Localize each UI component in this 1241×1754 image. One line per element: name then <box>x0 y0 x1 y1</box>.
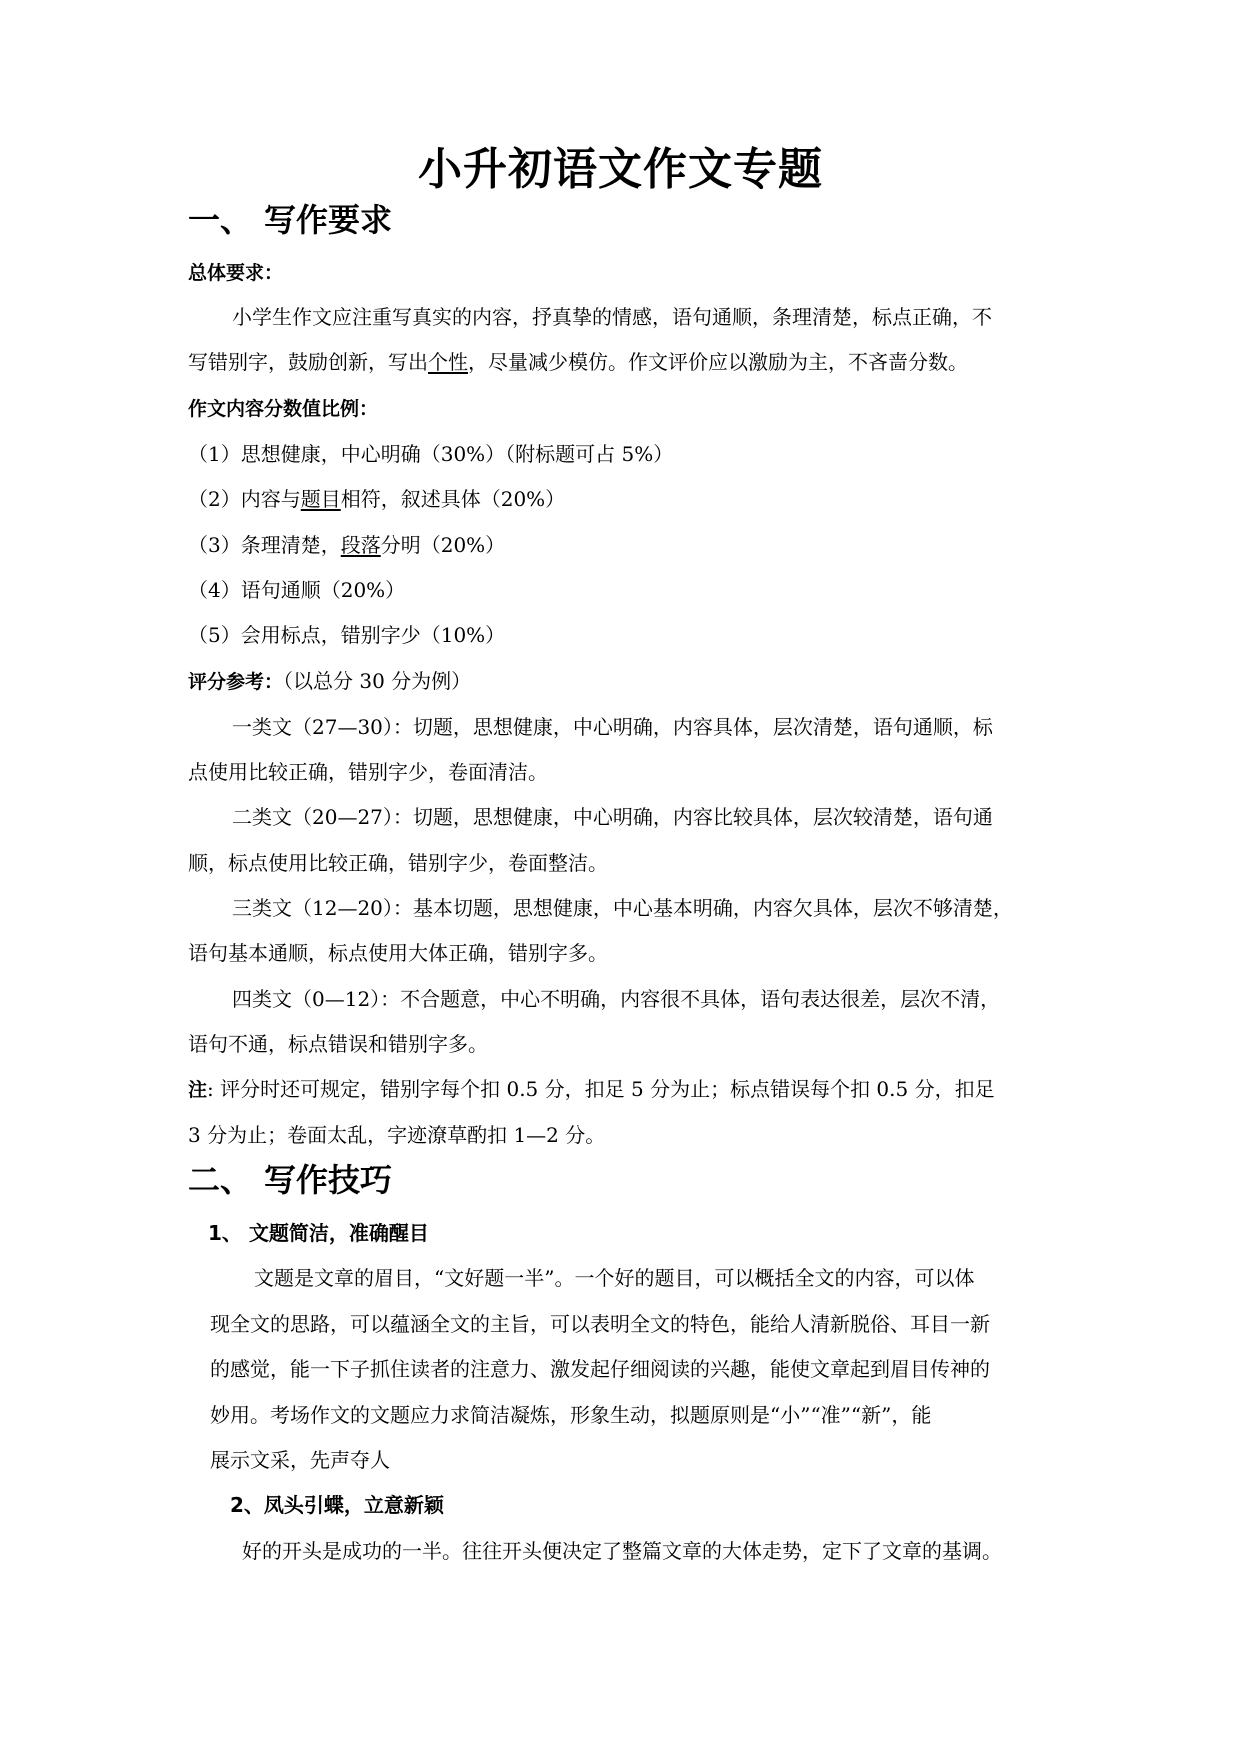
scoring-reference-note: （以总分 30 分为例） <box>283 669 472 693</box>
paragraph-line: 三类文（12—20）：基本切题，思想健康，中心基本明确，内容欠具体，层次不够清楚， <box>232 896 1013 920</box>
list-item: （5）会用标点，错别字少（10%） <box>188 623 506 647</box>
paragraph-line: 现全文的思路，可以蕴涵全文的主旨，可以表明全文的特色，能给人清新脱俗、耳目一新 <box>210 1312 990 1336</box>
list-item: （3）条理清楚，段落分明（20%） <box>188 533 506 557</box>
underlined-term: 段落 <box>340 533 381 557</box>
paragraph-line: 语句不通，标点错误和错别字多。 <box>188 1032 488 1056</box>
list-item: （2）内容与题目相符，叙述具体（20%） <box>188 487 566 511</box>
paragraph-line: 文题是文章的眉目，“文好题一半”。一个好的题目，可以概括全文的内容，可以体 <box>254 1266 975 1290</box>
page-title: 小升初语文作文专题 <box>418 144 823 195</box>
paragraph-line: 的感觉，能一下子抓住读者的注意力、激发起仔细阅读的兴趣，能使文章起到眉目传神的 <box>210 1357 990 1381</box>
section-heading-2 <box>188 1160 392 1200</box>
section-number: 二、 <box>188 1161 253 1199</box>
paragraph-line: 写错别字，鼓励创新，写出个性，尽量减少模仿。作文评价应以激励为主，不吝啬分数。 <box>188 350 968 374</box>
paragraph-line: 语句基本通顺，标点使用大体正确，错别字多。 <box>188 941 608 965</box>
underlined-term: 个性 <box>428 350 468 374</box>
scoring-reference-label: 评分参考： <box>188 671 284 693</box>
overall-requirements-label: 总体要求： <box>188 262 284 284</box>
section-heading-1 <box>188 200 392 240</box>
section-title: 写作技巧 <box>264 1161 393 1199</box>
note-line: 3 分为止；卷面太乱，字迹潦草酌扣 1—2 分。 <box>188 1123 606 1147</box>
paragraph-line: 二类文（20—27）：切题，思想健康，中心明确，内容比较具体，层次较清楚，语句通 <box>232 805 993 829</box>
section-number: 一、 <box>188 201 253 239</box>
note-label: 注 <box>188 1079 208 1101</box>
scoring-reference <box>188 668 471 695</box>
paragraph-line: 好的开头是成功的一半。往往开头便决定了整篇文章的大体走势，定下了文章的基调。 <box>242 1539 1002 1563</box>
list-item: （1）思想健康，中心明确（30%）（附标题可占 5%） <box>188 442 674 466</box>
paragraph-line: 点使用比较正确，错别字少，卷面清洁。 <box>188 760 548 784</box>
list-item: （4）语句通顺（20%） <box>188 578 406 602</box>
paragraph-line: 顺，标点使用比较正确，错别字少，卷面整洁。 <box>188 851 608 875</box>
paragraph-line: 一类文（27—30）：切题，思想健康，中心明确，内容具体，层次清楚，语句通顺，标 <box>232 715 993 739</box>
paragraph-line: 妙用。考场作文的文题应力求简洁凝炼，形象生动，拟题原则是“小”“准”“新”，能 <box>210 1403 932 1427</box>
note-line: 注: 评分时还可规定，错别字每个扣 0.5 分，扣足 5 分为止；标点错误每个扣 0.5 分，扣足 <box>188 1077 995 1101</box>
underlined-term: 题目 <box>300 487 341 511</box>
paragraph-line: 小学生作文应注重写真实的内容，抒真挚的情感，语句通顺，条理清楚，标点正确，不 <box>232 305 992 329</box>
subsection-heading: 2、凤头引蝶，立意新颖 <box>230 1493 444 1517</box>
paragraph-line: 四类文（0—12）：不合题意，中心不明确，内容很不具体，语句表达很差，层次不清， <box>232 987 1001 1011</box>
score-ratio-label: 作文内容分数值比例： <box>188 398 379 420</box>
subsection-heading: 1、 文题简洁，准确醒目 <box>208 1221 429 1245</box>
section-title: 写作要求 <box>264 201 393 239</box>
paragraph-line: 展示文采，先声夺人 <box>210 1448 390 1472</box>
